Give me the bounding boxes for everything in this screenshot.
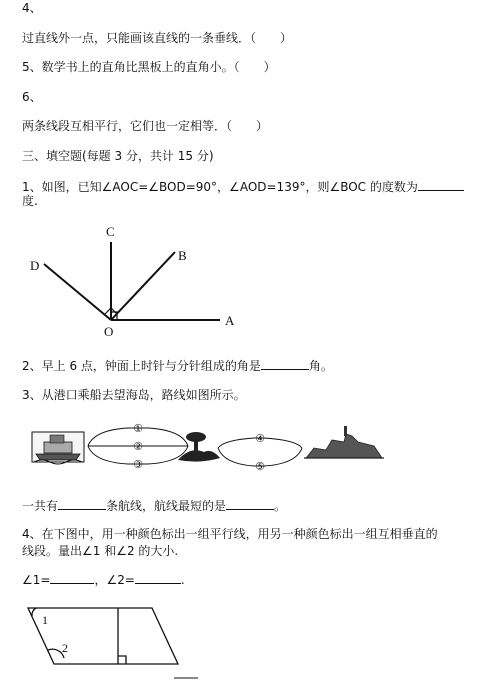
fill3-blank-count[interactable] <box>58 497 106 510</box>
label-a: A <box>225 313 235 328</box>
angle-figure <box>20 222 250 340</box>
island-icon <box>304 426 384 458</box>
q6-number: 6、 <box>22 90 42 104</box>
fill2-question <box>22 357 333 374</box>
angle-1-arc <box>32 608 36 616</box>
q4-number: 4、 <box>22 1 42 15</box>
label-d: D <box>30 258 40 273</box>
fill3-answer <box>22 497 286 514</box>
fill1-blank[interactable] <box>418 178 464 191</box>
fill2-text: 2、早上 6 点，钟面上时针与分针组成的角是 <box>22 359 261 373</box>
q6-statement: 两条线段互相平行，它们也一定相等．（ ） <box>22 119 269 133</box>
route-3-label: ③ <box>133 458 143 471</box>
fill4-blank-ang1[interactable] <box>50 571 94 584</box>
route-5-label: ⑤ <box>255 460 265 473</box>
fill1-text: 1、如图，已知∠AOC=∠BOD=90°，∠AOD=139°，则∠BOC 的度数为 <box>22 180 418 194</box>
fill2-unit: 角。 <box>308 359 333 373</box>
fill4-sep: ，∠2= <box>94 573 135 587</box>
parallelogram-figure <box>20 598 200 684</box>
ray-ob <box>111 252 175 320</box>
tree-island-icon <box>178 432 220 462</box>
fill4-blank-ang2[interactable] <box>135 571 181 584</box>
fill4-line2: 线段。量出∠1 和∠2 的大小. <box>22 544 179 558</box>
fill4-ang1-label: ∠1= <box>22 573 51 587</box>
ray-od <box>44 264 111 320</box>
q4-statement: 过直线外一点，只能画该直线的一条垂线．（ ） <box>22 31 293 45</box>
parallelogram-outline <box>28 608 178 664</box>
label-o: O <box>104 324 114 339</box>
angle-1-label: 1 <box>42 613 48 627</box>
fill4-line1: 4、在下图中，用一种颜色标出一组平行线，用另一种颜色标出一组互相垂直的 <box>22 527 438 541</box>
fill3-answer-b: 条航线，航线最短的是 <box>106 499 227 513</box>
fill3-question: 3、从港口乘船去望海岛，路线如图所示。 <box>22 388 246 402</box>
fill4-answers <box>22 571 185 588</box>
angle-2-label: 2 <box>62 641 68 655</box>
fill1-unit: 度. <box>22 194 38 208</box>
fill4-end: . <box>180 573 185 587</box>
route-2-label: ② <box>133 440 143 453</box>
route-4-label: ④ <box>255 432 265 445</box>
fill3-answer-c: 。 <box>274 499 287 513</box>
fill1-question <box>22 178 464 195</box>
route-1-label: ① <box>133 422 143 435</box>
section-title: 三、填空题(每题 3 分，共计 15 分) <box>22 149 214 163</box>
fill2-blank[interactable] <box>261 357 309 370</box>
fill3-blank-shortest[interactable] <box>226 497 274 510</box>
label-c: C <box>106 224 115 239</box>
right-angle-mark <box>118 656 126 664</box>
route-figure <box>28 418 388 474</box>
ship-icon <box>32 432 84 464</box>
q5-statement: 5、数学书上的直角比黑板上的直角小。（ ） <box>22 60 276 74</box>
label-b: B <box>178 248 187 263</box>
fill3-answer-a: 一共有 <box>22 499 59 513</box>
